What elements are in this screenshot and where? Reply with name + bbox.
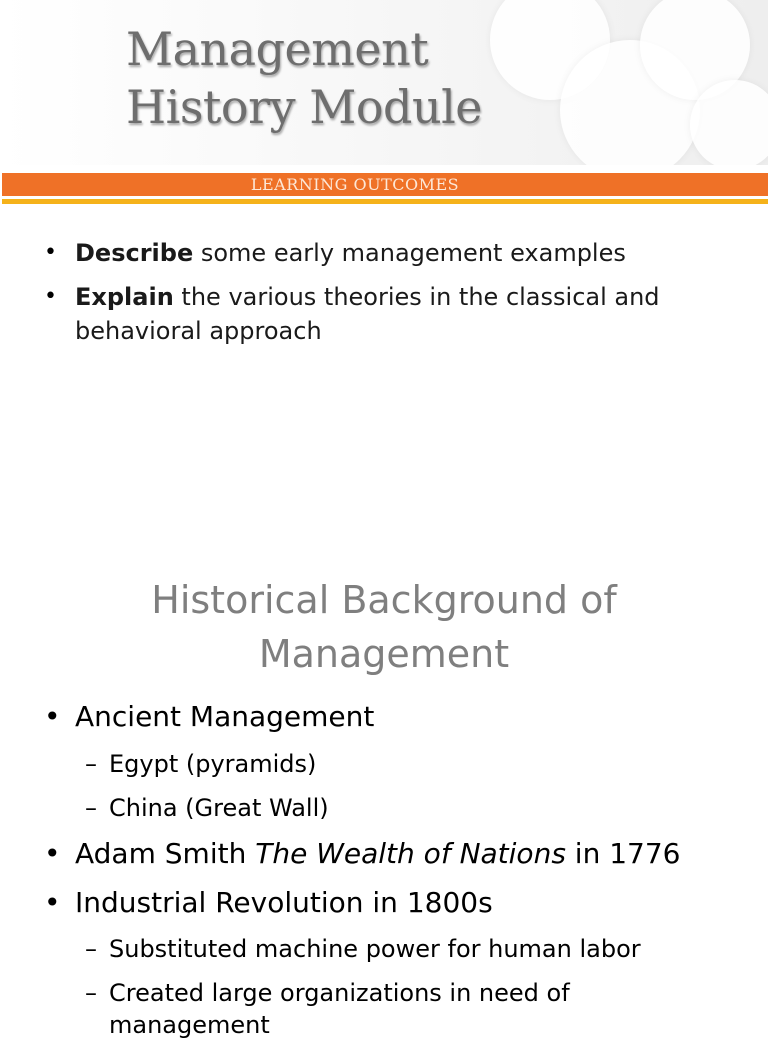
section-title: Historical Background of Management: [151, 578, 617, 676]
outcome-verb: Describe: [75, 239, 194, 267]
outcome-verb: Explain: [75, 283, 174, 311]
egypt-label: Egypt (pyramids): [109, 750, 317, 778]
year-text: in 1776: [565, 837, 681, 870]
decorative-bubble: [690, 80, 768, 165]
band-label: LEARNING OUTCOMES: [250, 175, 460, 194]
module-title-line-2: History Module: [126, 80, 483, 134]
book-title: The Wealth of Nations: [255, 837, 566, 870]
substituted-label: Substituted machine power for human labor: [109, 935, 641, 963]
china-label: China (Great Wall): [109, 794, 329, 822]
ancient-management-label: Ancient Management: [75, 700, 375, 733]
learning-outcomes-band: [2, 173, 768, 196]
slide-header: [0, 0, 768, 165]
bullet-dot: •: [44, 700, 61, 733]
module-title-line-1: Management: [126, 22, 429, 76]
dash-marker: –: [85, 750, 97, 778]
bullet-dot: •: [44, 240, 57, 265]
accent-line: [2, 199, 768, 204]
outcome-text: the various theories in the classical and behavioral approach: [75, 283, 660, 345]
dash-marker: –: [85, 794, 97, 822]
created-label: Created large organizations in need of management: [109, 979, 570, 1039]
band-spacer: [0, 165, 768, 173]
bullet-dot: •: [44, 886, 61, 919]
dash-marker: –: [85, 935, 97, 963]
adam-smith-text: Adam Smith: [75, 837, 256, 870]
learning-outcomes-list: [44, 236, 724, 360]
bullet-dot: •: [44, 837, 61, 870]
dash-marker: –: [85, 979, 97, 1007]
bullet-dot: •: [44, 284, 57, 309]
list-item: [44, 280, 724, 360]
list-item: [44, 236, 724, 280]
industrial-revolution-label: Industrial Revolution in 1800s: [75, 886, 493, 919]
outcome-text: some early management examples: [193, 239, 626, 267]
